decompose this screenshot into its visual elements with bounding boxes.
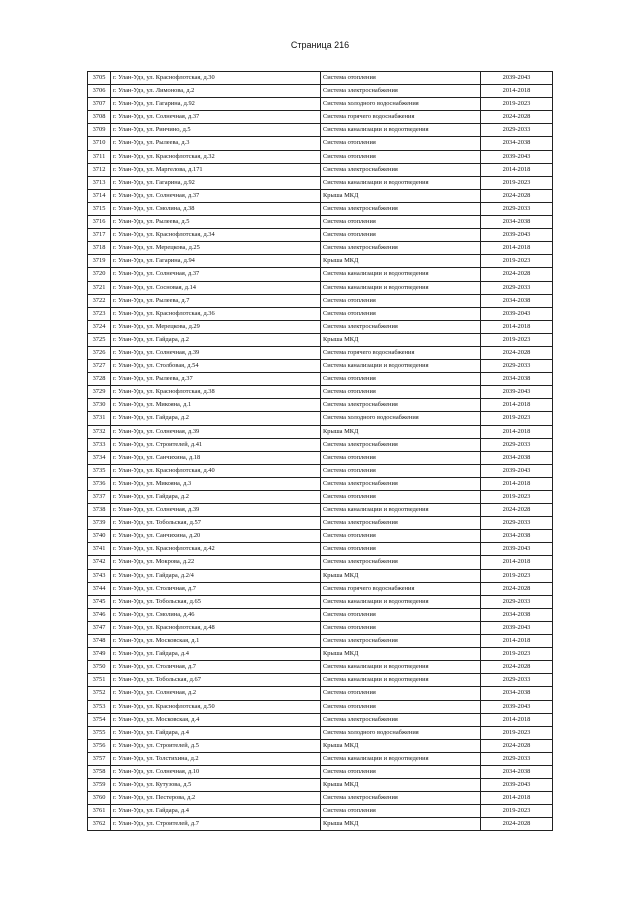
address-cell: г. Улан-Удэ, ул. Солнечная, д.37 xyxy=(111,268,321,281)
system-cell: Система электроснабжения xyxy=(321,202,481,215)
system-cell: Система канализации и водоотведения xyxy=(321,360,481,373)
system-cell: Система отопления xyxy=(321,805,481,818)
system-cell: Система отопления xyxy=(321,294,481,307)
system-cell: Система отопления xyxy=(321,386,481,399)
address-cell: г. Улан-Удэ, ул. Гагарина, д.92 xyxy=(111,98,321,111)
row-number: 3755 xyxy=(88,726,111,739)
system-cell: Система холодного водоснабжения xyxy=(321,726,481,739)
table-row xyxy=(88,595,553,608)
address-cell: г. Улан-Удэ, ул. Сосновая, д.14 xyxy=(111,281,321,294)
period-cell: 2014-2018 xyxy=(481,163,553,176)
table-row xyxy=(88,661,553,674)
table-row xyxy=(88,700,553,713)
address-cell: г. Улан-Удэ, ул. Рылеева, д.7 xyxy=(111,294,321,307)
address-cell: г. Улан-Удэ, ул. Столичная, д.7 xyxy=(111,661,321,674)
system-cell: Система электроснабжения xyxy=(321,517,481,530)
period-cell: 2039-2043 xyxy=(481,779,553,792)
period-cell: 2029-2033 xyxy=(481,595,553,608)
period-cell: 2019-2023 xyxy=(481,648,553,661)
address-cell: г. Улан-Удэ, ул. Солнечная, д.2 xyxy=(111,687,321,700)
row-number: 3717 xyxy=(88,229,111,242)
table-row xyxy=(88,530,553,543)
period-cell: 2014-2018 xyxy=(481,556,553,569)
address-cell: г. Улан-Удэ, ул. Гайдара, д.2/4 xyxy=(111,569,321,582)
period-cell: 2014-2018 xyxy=(481,792,553,805)
table-row xyxy=(88,765,553,778)
table-row xyxy=(88,635,553,648)
address-cell: г. Улан-Удэ, ул. Солнечная, д.39 xyxy=(111,346,321,359)
period-cell: 2019-2023 xyxy=(481,569,553,582)
table-row xyxy=(88,373,553,386)
row-number: 3706 xyxy=(88,85,111,98)
table-row xyxy=(88,124,553,137)
row-number: 3728 xyxy=(88,373,111,386)
row-number: 3729 xyxy=(88,386,111,399)
system-cell: Система отопления xyxy=(321,373,481,386)
row-number: 3738 xyxy=(88,504,111,517)
row-number: 3752 xyxy=(88,687,111,700)
address-cell: г. Улан-Удэ, ул. Краснофлотская, д.36 xyxy=(111,307,321,320)
period-cell: 2024-2028 xyxy=(481,504,553,517)
row-number: 3749 xyxy=(88,648,111,661)
row-number: 3730 xyxy=(88,399,111,412)
row-number: 3708 xyxy=(88,111,111,124)
period-cell: 2029-2033 xyxy=(481,517,553,530)
period-cell: 2039-2043 xyxy=(481,150,553,163)
table-row xyxy=(88,333,553,346)
table-row xyxy=(88,477,553,490)
table-row xyxy=(88,818,553,831)
table-row xyxy=(88,137,553,150)
address-cell: г. Улан-Удэ, ул. Гагарина, д.94 xyxy=(111,255,321,268)
row-number: 3757 xyxy=(88,752,111,765)
table-row xyxy=(88,360,553,373)
row-number: 3724 xyxy=(88,320,111,333)
period-cell: 2029-2033 xyxy=(481,438,553,451)
period-cell: 2034-2038 xyxy=(481,216,553,229)
address-cell: г. Улан-Удэ, ул. Солнечная, д.37 xyxy=(111,189,321,202)
table-row xyxy=(88,346,553,359)
row-number: 3723 xyxy=(88,307,111,320)
row-number: 3732 xyxy=(88,425,111,438)
address-cell: г. Улан-Удэ, ул. Мерецкова, д.29 xyxy=(111,320,321,333)
row-number: 3762 xyxy=(88,818,111,831)
row-number: 3745 xyxy=(88,595,111,608)
row-number: 3750 xyxy=(88,661,111,674)
address-cell: г. Улан-Удэ, ул. Столбовая, д.54 xyxy=(111,360,321,373)
row-number: 3743 xyxy=(88,569,111,582)
table-row xyxy=(88,85,553,98)
period-cell: 2024-2028 xyxy=(481,818,553,831)
system-cell: Система канализации и водоотведения xyxy=(321,281,481,294)
row-number: 3746 xyxy=(88,608,111,621)
table-row xyxy=(88,281,553,294)
system-cell: Система отопления xyxy=(321,72,481,85)
table-row xyxy=(88,451,553,464)
row-number: 3720 xyxy=(88,268,111,281)
address-cell: г. Улан-Удэ, ул. Микояна, д.3 xyxy=(111,477,321,490)
address-cell: г. Улан-Удэ, ул. Солнечная, д.37 xyxy=(111,111,321,124)
address-cell: г. Улан-Удэ, ул. Тобольская, д.57 xyxy=(111,517,321,530)
system-cell: Крыша МКД xyxy=(321,333,481,346)
period-cell: 2014-2018 xyxy=(481,713,553,726)
address-cell: г. Улан-Удэ, ул. Кутузова, д.5 xyxy=(111,779,321,792)
period-cell: 2014-2018 xyxy=(481,320,553,333)
table-row xyxy=(88,504,553,517)
system-cell: Система холодного водоснабжения xyxy=(321,412,481,425)
period-cell: 2034-2038 xyxy=(481,687,553,700)
period-cell: 2034-2038 xyxy=(481,765,553,778)
row-number: 3714 xyxy=(88,189,111,202)
address-cell: г. Улан-Удэ, ул. Московская, д.4 xyxy=(111,713,321,726)
address-cell: г. Улан-Удэ, ул. Краснофлотская, д.30 xyxy=(111,72,321,85)
system-cell: Система отопления xyxy=(321,543,481,556)
period-cell: 2034-2038 xyxy=(481,530,553,543)
row-number: 3733 xyxy=(88,438,111,451)
system-cell: Система холодного водоснабжения xyxy=(321,98,481,111)
row-number: 3713 xyxy=(88,176,111,189)
address-cell: г. Улан-Удэ, ул. Краснофлотская, д.50 xyxy=(111,700,321,713)
table-row xyxy=(88,229,553,242)
table-row xyxy=(88,98,553,111)
period-cell: 2039-2043 xyxy=(481,229,553,242)
row-number: 3715 xyxy=(88,202,111,215)
table-row xyxy=(88,556,553,569)
address-cell: г. Улан-Удэ, ул. Столичная, д.7 xyxy=(111,582,321,595)
address-cell: г. Улан-Удэ, ул. Краснофлотская, д.48 xyxy=(111,621,321,634)
period-cell: 2034-2038 xyxy=(481,294,553,307)
period-cell: 2029-2033 xyxy=(481,202,553,215)
row-number: 3761 xyxy=(88,805,111,818)
system-cell: Система отопления xyxy=(321,491,481,504)
address-cell: г. Улан-Удэ, ул. Гайдара, д.2 xyxy=(111,333,321,346)
table-row xyxy=(88,255,553,268)
address-cell: г. Улан-Удэ, ул. Краснофлотская, д.42 xyxy=(111,543,321,556)
address-cell: г. Улан-Удэ, ул. Краснофлотская, д.40 xyxy=(111,464,321,477)
row-number: 3759 xyxy=(88,779,111,792)
row-number: 3737 xyxy=(88,491,111,504)
table-row xyxy=(88,294,553,307)
row-number: 3756 xyxy=(88,739,111,752)
system-cell: Система канализации и водоотведения xyxy=(321,595,481,608)
table-row xyxy=(88,320,553,333)
page-title: Страница 216 xyxy=(290,40,350,50)
system-cell: Система электроснабжения xyxy=(321,85,481,98)
row-number: 3739 xyxy=(88,517,111,530)
address-cell: г. Улан-Удэ, ул. Краснофлотская, д.38 xyxy=(111,386,321,399)
address-cell: г. Улан-Удэ, ул. Мокрова, д.22 xyxy=(111,556,321,569)
address-cell: г. Улан-Удэ, ул. Пестерова, д.2 xyxy=(111,792,321,805)
system-cell: Система электроснабжения xyxy=(321,477,481,490)
system-cell: Система отопления xyxy=(321,137,481,150)
address-cell: г. Улан-Удэ, ул. Строителей, д.7 xyxy=(111,818,321,831)
table-row xyxy=(88,268,553,281)
table-row xyxy=(88,438,553,451)
period-cell: 2019-2023 xyxy=(481,491,553,504)
period-cell: 2034-2038 xyxy=(481,373,553,386)
row-number: 3707 xyxy=(88,98,111,111)
table-row xyxy=(88,569,553,582)
period-cell: 2039-2043 xyxy=(481,307,553,320)
system-cell: Система горячего водоснабжения xyxy=(321,111,481,124)
address-cell: г. Улан-Удэ, ул. Толстихина, д.2 xyxy=(111,752,321,765)
address-cell: г. Улан-Удэ, ул. Тобольская, д.67 xyxy=(111,674,321,687)
table-row xyxy=(88,674,553,687)
address-cell: г. Улан-Удэ, ул. Тобольская, д.65 xyxy=(111,595,321,608)
period-cell: 2019-2023 xyxy=(481,176,553,189)
address-cell: г. Улан-Удэ, ул. Мерецкова, д.25 xyxy=(111,242,321,255)
row-number: 3742 xyxy=(88,556,111,569)
system-cell: Система канализации и водоотведения xyxy=(321,674,481,687)
table-row xyxy=(88,687,553,700)
address-cell: г. Улан-Удэ, ул. Рылеева, д.37 xyxy=(111,373,321,386)
address-cell: г. Улан-Удэ, ул. Солнечная, д.39 xyxy=(111,504,321,517)
period-cell: 2029-2033 xyxy=(481,124,553,137)
period-cell: 2014-2018 xyxy=(481,635,553,648)
row-number: 3740 xyxy=(88,530,111,543)
period-cell: 2029-2033 xyxy=(481,674,553,687)
address-cell: г. Улан-Удэ, ул. Гайдара, д.4 xyxy=(111,726,321,739)
address-cell: г. Улан-Удэ, ул. Гагарина, д.92 xyxy=(111,176,321,189)
period-cell: 2019-2023 xyxy=(481,726,553,739)
row-number: 3735 xyxy=(88,464,111,477)
system-cell: Система электроснабжения xyxy=(321,713,481,726)
row-number: 3710 xyxy=(88,137,111,150)
system-cell: Система отопления xyxy=(321,621,481,634)
address-cell: г. Улан-Удэ, ул. Гайдара, д.2 xyxy=(111,412,321,425)
system-cell: Система отопления xyxy=(321,687,481,700)
table-row xyxy=(88,176,553,189)
table-row xyxy=(88,713,553,726)
table-row xyxy=(88,491,553,504)
table-row xyxy=(88,517,553,530)
system-cell: Система отопления xyxy=(321,307,481,320)
period-cell: 2039-2043 xyxy=(481,621,553,634)
address-cell: г. Улан-Удэ, ул. Солнечная, д.10 xyxy=(111,765,321,778)
system-cell: Система электроснабжения xyxy=(321,635,481,648)
system-cell: Система канализации и водоотведения xyxy=(321,124,481,137)
period-cell: 2024-2028 xyxy=(481,111,553,124)
system-cell: Крыша МКД xyxy=(321,255,481,268)
system-cell: Крыша МКД xyxy=(321,779,481,792)
system-cell: Крыша МКД xyxy=(321,569,481,582)
period-cell: 2039-2043 xyxy=(481,386,553,399)
table-row xyxy=(88,621,553,634)
system-cell: Система отопления xyxy=(321,150,481,163)
period-cell: 2029-2033 xyxy=(481,281,553,294)
address-cell: г. Улан-Удэ, ул. Рылеева, д.5 xyxy=(111,216,321,229)
row-number: 3712 xyxy=(88,163,111,176)
row-number: 3748 xyxy=(88,635,111,648)
period-cell: 2024-2028 xyxy=(481,346,553,359)
table-row xyxy=(88,648,553,661)
system-cell: Система отопления xyxy=(321,464,481,477)
period-cell: 2014-2018 xyxy=(481,477,553,490)
period-cell: 2014-2018 xyxy=(481,85,553,98)
row-number: 3736 xyxy=(88,477,111,490)
system-cell: Система электроснабжения xyxy=(321,163,481,176)
address-cell: г. Улан-Удэ, ул. Краснофлотская, д.34 xyxy=(111,229,321,242)
table-row xyxy=(88,216,553,229)
row-number: 3754 xyxy=(88,713,111,726)
period-cell: 2034-2038 xyxy=(481,137,553,150)
table-row xyxy=(88,163,553,176)
period-cell: 2039-2043 xyxy=(481,700,553,713)
table-row xyxy=(88,739,553,752)
table-row xyxy=(88,202,553,215)
address-cell: г. Улан-Удэ, ул. Санчихина, д.20 xyxy=(111,530,321,543)
period-cell: 2034-2038 xyxy=(481,608,553,621)
period-cell: 2019-2023 xyxy=(481,98,553,111)
address-cell: г. Улан-Удэ, ул. Гайдара, д.4 xyxy=(111,805,321,818)
system-cell: Система отопления xyxy=(321,765,481,778)
row-number: 3741 xyxy=(88,543,111,556)
period-cell: 2019-2023 xyxy=(481,805,553,818)
table-row xyxy=(88,307,553,320)
period-cell: 2024-2028 xyxy=(481,661,553,674)
table-row xyxy=(88,425,553,438)
address-cell: г. Улан-Удэ, ул. Краснофлотская, д.32 xyxy=(111,150,321,163)
row-number: 3721 xyxy=(88,281,111,294)
system-cell: Система канализации и водоотведения xyxy=(321,752,481,765)
table-row xyxy=(88,72,553,85)
row-number: 3727 xyxy=(88,360,111,373)
row-number: 3718 xyxy=(88,242,111,255)
period-cell: 2014-2018 xyxy=(481,242,553,255)
table-row xyxy=(88,189,553,202)
row-number: 3709 xyxy=(88,124,111,137)
period-cell: 2024-2028 xyxy=(481,582,553,595)
row-number: 3744 xyxy=(88,582,111,595)
row-number: 3760 xyxy=(88,792,111,805)
row-number: 3725 xyxy=(88,333,111,346)
address-cell: г. Улан-Удэ, ул. Гайдара, д.2 xyxy=(111,491,321,504)
address-cell: г. Улан-Удэ, ул. Смолина, д.46 xyxy=(111,608,321,621)
table-row xyxy=(88,726,553,739)
system-cell: Крыша МКД xyxy=(321,818,481,831)
row-number: 3719 xyxy=(88,255,111,268)
address-cell: г. Улан-Удэ, ул. Солнечная, д.39 xyxy=(111,425,321,438)
period-cell: 2024-2028 xyxy=(481,189,553,202)
period-cell: 2039-2043 xyxy=(481,464,553,477)
system-cell: Система электроснабжения xyxy=(321,242,481,255)
system-cell: Система отопления xyxy=(321,216,481,229)
table-row xyxy=(88,412,553,425)
address-cell: г. Улан-Удэ, ул. Лимонова, д.2 xyxy=(111,85,321,98)
row-number: 3705 xyxy=(88,72,111,85)
period-cell: 2024-2028 xyxy=(481,268,553,281)
table-row xyxy=(88,805,553,818)
row-number: 3747 xyxy=(88,621,111,634)
system-cell: Система электроснабжения xyxy=(321,320,481,333)
register-table-body xyxy=(88,72,553,831)
system-cell: Крыша МКД xyxy=(321,648,481,661)
row-number: 3726 xyxy=(88,346,111,359)
row-number: 3722 xyxy=(88,294,111,307)
period-cell: 2034-2038 xyxy=(481,451,553,464)
system-cell: Система отопления xyxy=(321,700,481,713)
system-cell: Крыша МКД xyxy=(321,189,481,202)
address-cell: г. Улан-Удэ, ул. Микояна, д.1 xyxy=(111,399,321,412)
register-table xyxy=(87,71,553,831)
system-cell: Система электроснабжения xyxy=(321,792,481,805)
system-cell: Система отопления xyxy=(321,229,481,242)
row-number: 3716 xyxy=(88,216,111,229)
period-cell: 2019-2023 xyxy=(481,255,553,268)
address-cell: г. Улан-Удэ, ул. Ринчино, д.5 xyxy=(111,124,321,137)
system-cell: Система горячего водоснабжения xyxy=(321,582,481,595)
system-cell: Система электроснабжения xyxy=(321,556,481,569)
table-row xyxy=(88,608,553,621)
period-cell: 2039-2043 xyxy=(481,72,553,85)
row-number: 3731 xyxy=(88,412,111,425)
system-cell: Система горячего водоснабжения xyxy=(321,346,481,359)
address-cell: г. Улан-Удэ, ул. Московская, д.1 xyxy=(111,635,321,648)
table-row xyxy=(88,399,553,412)
table-row xyxy=(88,150,553,163)
table-row xyxy=(88,752,553,765)
table-row xyxy=(88,242,553,255)
period-cell: 2014-2018 xyxy=(481,425,553,438)
system-cell: Крыша МКД xyxy=(321,425,481,438)
row-number: 3711 xyxy=(88,150,111,163)
table-row xyxy=(88,779,553,792)
address-cell: г. Улан-Удэ, ул. Смолина, д.38 xyxy=(111,202,321,215)
system-cell: Система канализации и водоотведения xyxy=(321,268,481,281)
system-cell: Система канализации и водоотведения xyxy=(321,176,481,189)
table-row xyxy=(88,464,553,477)
system-cell: Система канализации и водоотведения xyxy=(321,661,481,674)
system-cell: Система электроснабжения xyxy=(321,399,481,412)
address-cell: г. Улан-Удэ, ул. Строителей, д.41 xyxy=(111,438,321,451)
system-cell: Система отопления xyxy=(321,530,481,543)
table-row xyxy=(88,111,553,124)
address-cell: г. Улан-Удэ, ул. Гайдара, д.4 xyxy=(111,648,321,661)
period-cell: 2019-2023 xyxy=(481,412,553,425)
table-row xyxy=(88,386,553,399)
address-cell: г. Улан-Удэ, ул. Маргелова, д.171 xyxy=(111,163,321,176)
period-cell: 2014-2018 xyxy=(481,399,553,412)
row-number: 3751 xyxy=(88,674,111,687)
period-cell: 2029-2033 xyxy=(481,752,553,765)
table-row xyxy=(88,582,553,595)
system-cell: Система электроснабжения xyxy=(321,438,481,451)
table-row xyxy=(88,543,553,556)
address-cell: г. Улан-Удэ, ул. Санчихина, д.18 xyxy=(111,451,321,464)
row-number: 3753 xyxy=(88,700,111,713)
period-cell: 2029-2033 xyxy=(481,360,553,373)
system-cell: Система отопления xyxy=(321,608,481,621)
table-row xyxy=(88,792,553,805)
period-cell: 2039-2043 xyxy=(481,543,553,556)
period-cell: 2024-2028 xyxy=(481,739,553,752)
period-cell: 2019-2023 xyxy=(481,333,553,346)
system-cell: Система отопления xyxy=(321,451,481,464)
address-cell: г. Улан-Удэ, ул. Строителей, д.5 xyxy=(111,739,321,752)
system-cell: Система канализации и водоотведения xyxy=(321,504,481,517)
system-cell: Крыша МКД xyxy=(321,739,481,752)
row-number: 3758 xyxy=(88,765,111,778)
address-cell: г. Улан-Удэ, ул. Рылеева, д.3 xyxy=(111,137,321,150)
row-number: 3734 xyxy=(88,451,111,464)
